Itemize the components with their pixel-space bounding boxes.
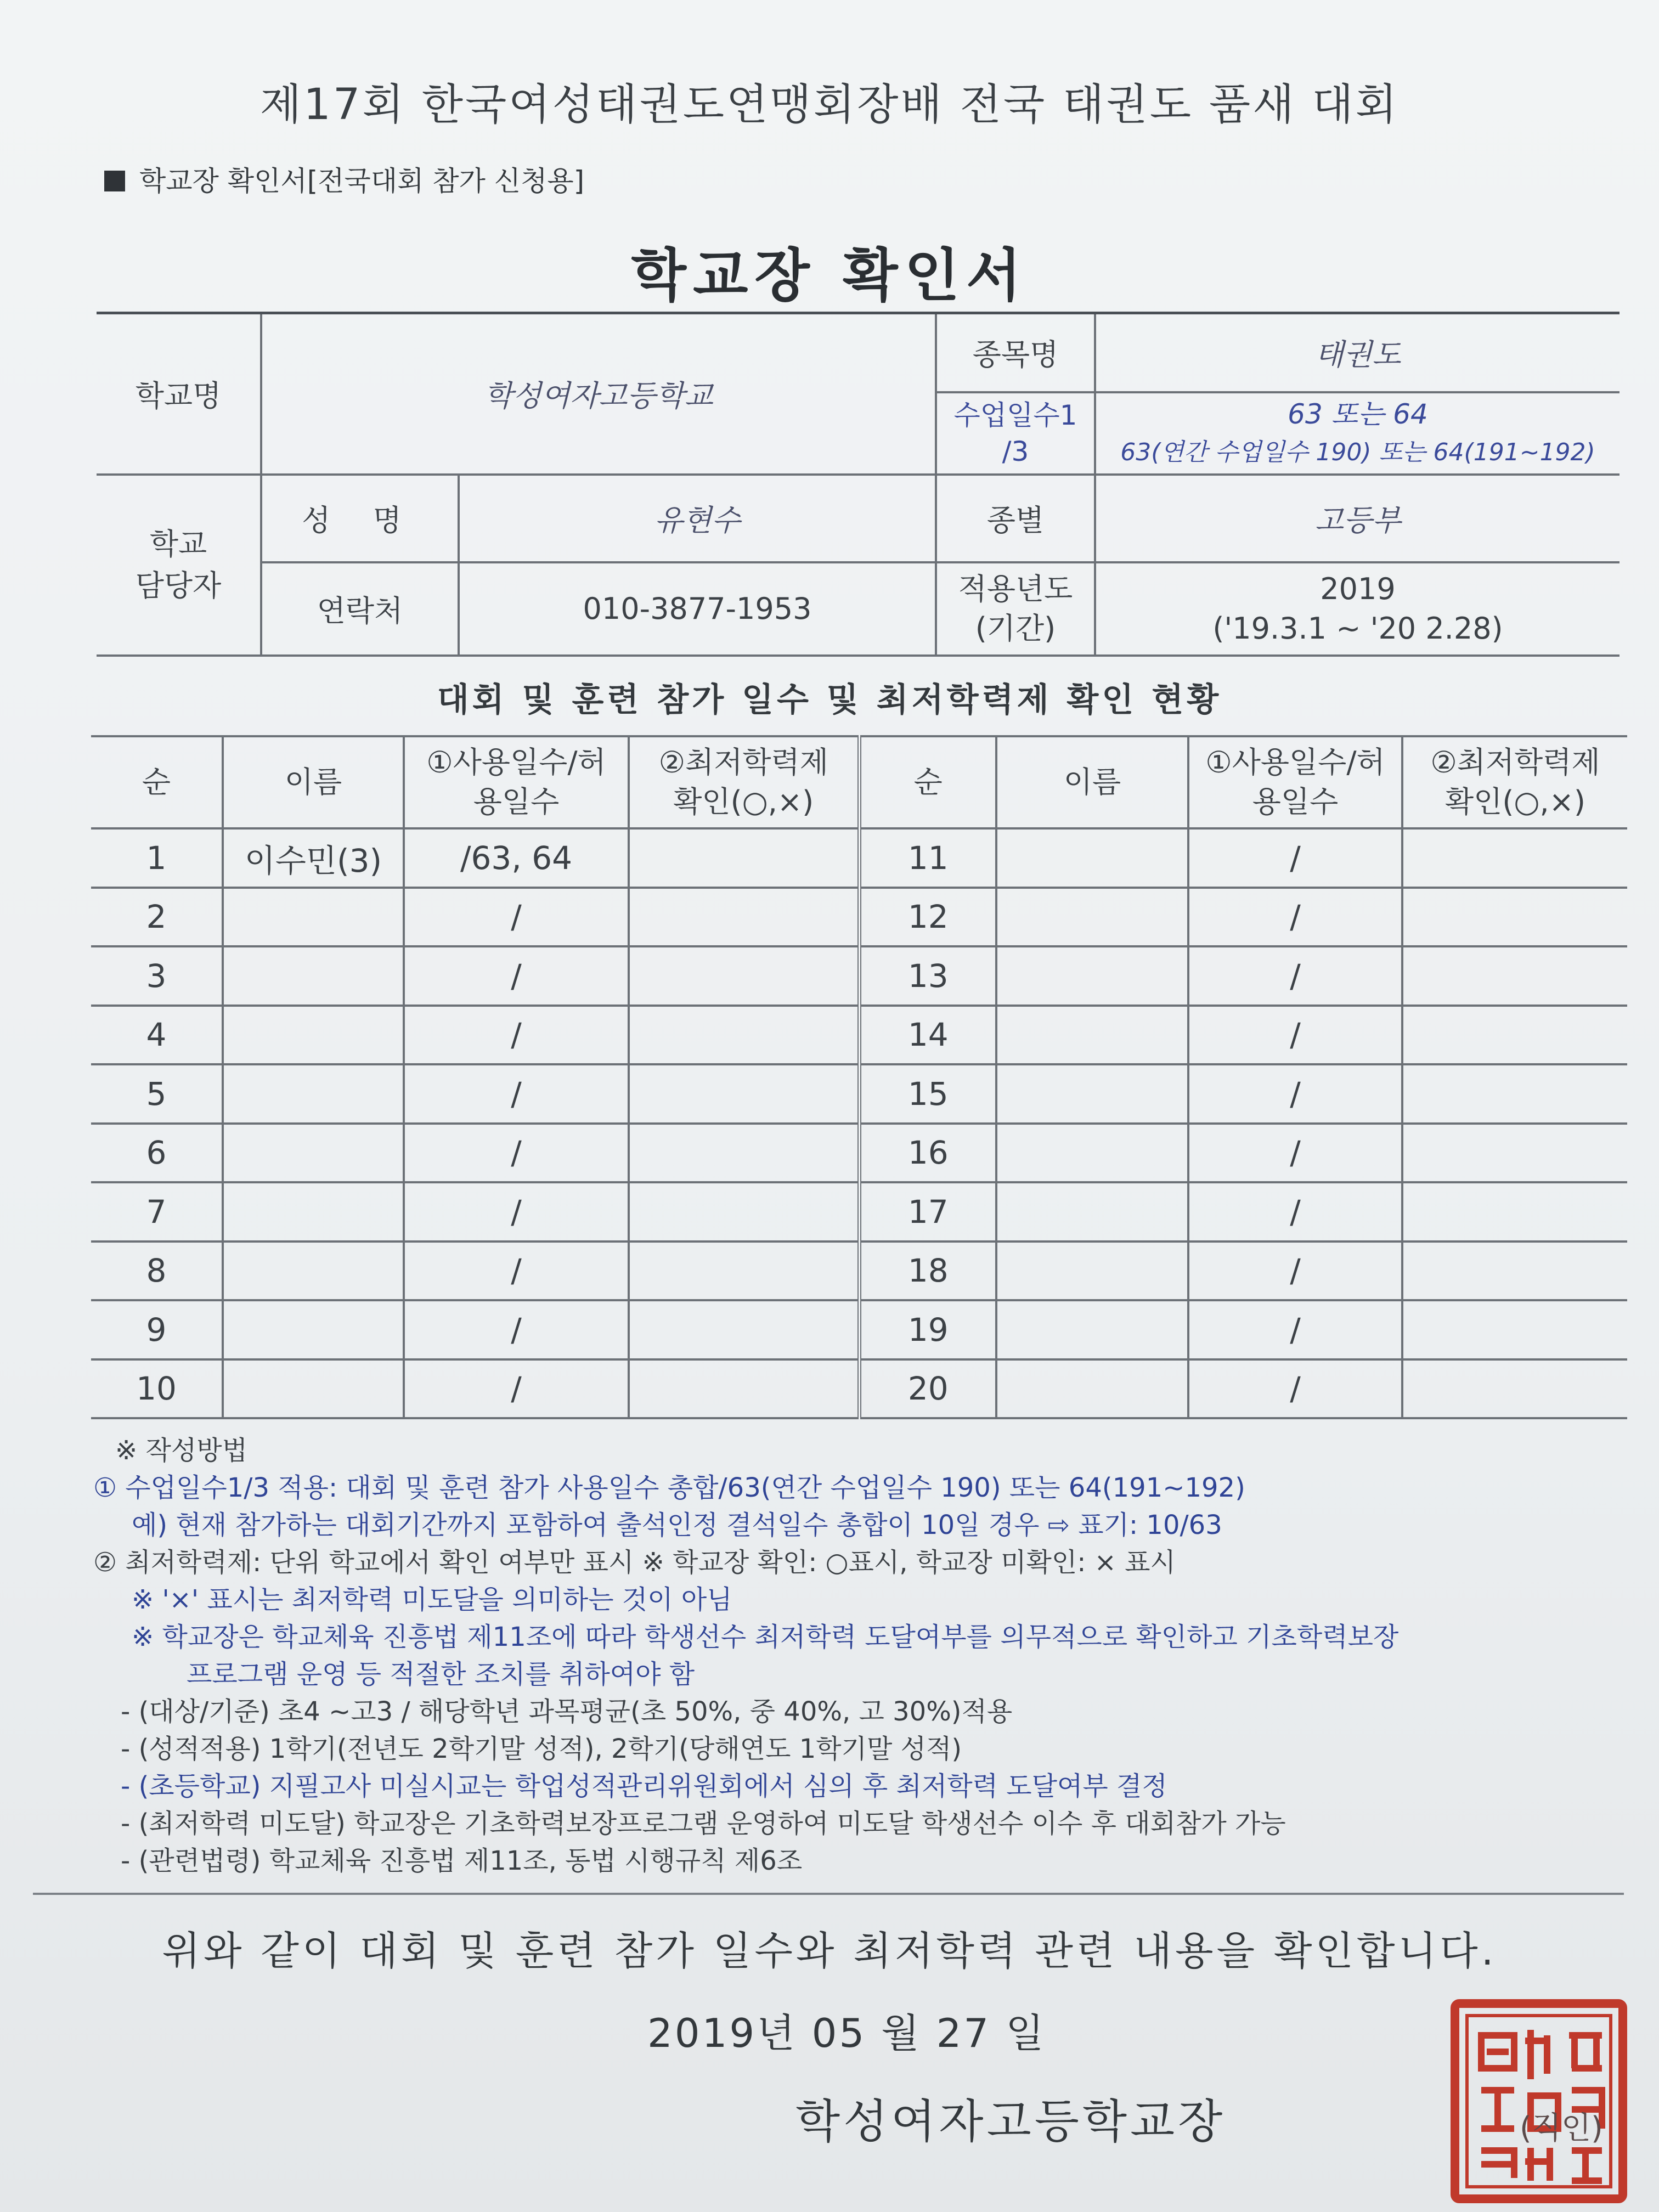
row-name-left — [223, 1182, 404, 1242]
table-row — [91, 828, 1627, 888]
note-line: - (대상/기준) 초4 ~고3 / 해당학년 과목평균(초 50%, 중 40%, 고 30%)적용 — [121, 1696, 1013, 1727]
row-check-left — [629, 1300, 859, 1359]
row-no-right: 19 — [859, 1300, 996, 1359]
info-table — [97, 312, 1620, 657]
name-label: 성 명 — [261, 475, 459, 562]
manager-label-line-2: 담당자 — [135, 568, 222, 603]
header-min-right — [1402, 736, 1627, 828]
row-check-left — [629, 1064, 859, 1124]
class-days-label-line-2: /3 — [1002, 435, 1029, 467]
contact-label: 연락처 — [261, 562, 459, 656]
row-check-left — [629, 1242, 859, 1301]
class-days-note: 63(연간 수업일수 190) 또는 64(191~192) — [1120, 438, 1595, 466]
row-name-left — [223, 946, 404, 1006]
name-value: 유현수 — [459, 475, 936, 562]
school-name-label: 학교명 — [97, 313, 261, 475]
year-main: 2019 — [1320, 571, 1396, 606]
sport-label: 종목명 — [936, 313, 1095, 392]
header-min-left — [629, 736, 859, 828]
table-row — [91, 1242, 1627, 1301]
class-days-value — [1095, 392, 1620, 475]
row-days-left: / — [404, 1359, 629, 1419]
category-value: 고등부 — [1095, 475, 1620, 562]
row-days-left: / — [404, 1182, 629, 1242]
header-days-left-2: 용일수 — [473, 785, 560, 819]
row-name-right — [996, 1182, 1188, 1242]
row-days-right: / — [1188, 888, 1402, 947]
signature-date: 2019년 05 월 27 일 — [647, 2010, 1046, 2056]
note-line: 프로그램 운영 등 적절한 조치를 취하여야 함 — [187, 1659, 695, 1690]
row-check-left — [629, 1006, 859, 1065]
row-name-right — [996, 1359, 1188, 1419]
year-value — [1095, 562, 1620, 656]
table-row — [91, 888, 1627, 947]
header-name-left: 이름 — [223, 736, 404, 828]
note-line: 예) 현재 참가하는 대회기간까지 포함하여 출석인정 결석일수 총합이 10일 경우 ⇨ 표기: 10/63 — [132, 1510, 1222, 1541]
row-days-right: / — [1188, 1182, 1402, 1242]
row-no-left: 10 — [91, 1359, 223, 1419]
row-name-right — [996, 1124, 1188, 1183]
table-row — [91, 1359, 1627, 1419]
note-line: - (성적적용) 1학기(전년도 2학기말 성적), 2학기(당해연도 1학기말 성적) — [121, 1734, 962, 1764]
row-name-left — [223, 1242, 404, 1301]
note-line: ※ 학교장은 학교체육 진흥법 제11조에 따라 학생선수 최저학력 도달여부를 의무적으로 확인하고 기초학력보장 — [132, 1622, 1399, 1652]
row-days-right: / — [1188, 946, 1402, 1006]
row-name-right — [996, 946, 1188, 1006]
row-check-left — [629, 946, 859, 1006]
row-check-right — [1402, 1006, 1627, 1065]
row-no-right: 18 — [859, 1242, 996, 1301]
manager-label-line-1: 학교 — [149, 526, 207, 561]
row-check-right — [1402, 1359, 1627, 1419]
row-days-right: / — [1188, 1124, 1402, 1183]
row-no-right: 17 — [859, 1182, 996, 1242]
row-days-right: / — [1188, 1242, 1402, 1301]
row-name-left — [223, 1124, 404, 1183]
row-no-right: 14 — [859, 1006, 996, 1065]
document-title: 학교장 확인서 — [631, 242, 1028, 309]
header-days-right-2: 용일수 — [1252, 785, 1339, 819]
row-no-left: 5 — [91, 1064, 223, 1124]
row-check-right — [1402, 1182, 1627, 1242]
row-no-right: 16 — [859, 1124, 996, 1183]
form-label — [104, 159, 584, 199]
class-days-main: 63 또는 64 — [1288, 398, 1428, 430]
row-check-left — [629, 1182, 859, 1242]
table-row — [91, 946, 1627, 1006]
attendance-section-title: 대회 및 훈련 참가 일수 및 최저학력제 확인 현황 — [437, 681, 1222, 719]
row-check-right — [1402, 888, 1627, 947]
table-row — [91, 1006, 1627, 1065]
square-bullet-icon — [104, 171, 125, 191]
row-no-left: 8 — [91, 1242, 223, 1301]
row-name-right — [996, 888, 1188, 947]
row-name-left — [223, 1064, 404, 1124]
table-row — [91, 1300, 1627, 1359]
row-days-left: / — [404, 888, 629, 947]
row-no-left: 4 — [91, 1006, 223, 1065]
row-days-left: / — [404, 1242, 629, 1301]
year-period: ('19.3.1 ~ '20 2.28) — [1212, 611, 1503, 646]
row-days-left: / — [404, 1006, 629, 1065]
row-days-left: / — [404, 1300, 629, 1359]
row-name-left — [223, 1006, 404, 1065]
note-line: - (최저학력 미도달) 학교장은 기초학력보장프로그램 운영하여 미도달 학생선수 이수 후 대회참가 가능 — [121, 1808, 1286, 1839]
row-no-left: 1 — [91, 828, 223, 888]
row-check-right — [1402, 1124, 1627, 1183]
header-days-left-1: ①사용일수/허 — [426, 745, 606, 780]
row-no-left: 9 — [91, 1300, 223, 1359]
row-no-right: 20 — [859, 1359, 996, 1419]
table-row — [91, 1182, 1627, 1242]
school-name-value: 학성여자고등학교 — [261, 313, 936, 475]
divider — [33, 1893, 1624, 1895]
row-days-left: / — [404, 1064, 629, 1124]
row-name-right — [996, 1300, 1188, 1359]
note-line: ※ '×' 표시는 최저학력 미도달을 의미하는 것이 아님 — [132, 1584, 732, 1615]
row-days-left: / — [404, 946, 629, 1006]
row-name-right — [996, 1006, 1188, 1065]
sport-value: 태권도 — [1095, 313, 1620, 392]
note-line: - (관련법령) 학교체육 진흥법 제11조, 동법 시행규칙 제6조 — [121, 1846, 803, 1876]
header-no-right: 순 — [859, 736, 996, 828]
row-name-right — [996, 1064, 1188, 1124]
category-label: 종별 — [936, 475, 1095, 562]
row-name-left — [223, 1359, 404, 1419]
manager-label — [97, 475, 261, 656]
row-check-left — [629, 1124, 859, 1183]
header-days-right — [1188, 736, 1402, 828]
row-no-left: 6 — [91, 1124, 223, 1183]
notes-heading: ※ 작성방법 — [115, 1435, 247, 1466]
row-no-right: 15 — [859, 1064, 996, 1124]
row-days-right: / — [1188, 1300, 1402, 1359]
header-days-left — [404, 736, 629, 828]
table-row — [91, 1064, 1627, 1124]
row-name-left — [223, 1300, 404, 1359]
header-days-right-1: ①사용일수/허 — [1205, 745, 1385, 780]
header-min-right-2: 확인(○,×) — [1445, 785, 1585, 819]
header-min-left-1: ②최저학력제 — [658, 745, 828, 780]
row-check-left — [629, 828, 859, 888]
class-days-label — [936, 392, 1095, 475]
row-days-left: /63, 64 — [404, 828, 629, 888]
event-title: 제17회 한국여성태권도연맹회장배 전국 태권도 품새 대회 — [259, 80, 1400, 129]
year-label — [936, 562, 1095, 656]
row-days-left: / — [404, 1124, 629, 1183]
attendance-table — [91, 735, 1627, 1419]
header-no-left: 순 — [91, 736, 223, 828]
row-name-left — [223, 888, 404, 947]
row-days-right: / — [1188, 1359, 1402, 1419]
row-check-left — [629, 888, 859, 947]
row-no-right: 12 — [859, 888, 996, 947]
class-days-label-line-1: 수업일수1 — [953, 399, 1077, 431]
note-line: - (초등학교) 지필고사 미실시교는 학업성적관리위원회에서 심의 후 최저학력 도달여부 결정 — [121, 1771, 1167, 1802]
row-no-left: 3 — [91, 946, 223, 1006]
contact-value: 010-3877-1953 — [459, 562, 936, 656]
year-label-line-2: (기간) — [975, 611, 1056, 646]
row-no-right: 11 — [859, 828, 996, 888]
instructions — [93, 1432, 1640, 1880]
row-check-right — [1402, 946, 1627, 1006]
table-row — [91, 1124, 1627, 1183]
row-check-right — [1402, 1300, 1627, 1359]
row-name-right — [996, 1242, 1188, 1301]
school-principal: 학성여자고등학교장 — [795, 2095, 1226, 2148]
header-min-left-2: 확인(○,×) — [673, 785, 814, 819]
note-line: ① 수업일수1/3 적용: 대회 및 훈련 참가 사용일수 총합/63(연간 수업일수 190) 또는 64(191~192) — [93, 1472, 1245, 1503]
official-seal-icon — [1448, 1997, 1629, 2205]
row-no-right: 13 — [859, 946, 996, 1006]
note-line: ② 최저학력제: 단위 학교에서 확인 여부만 표시 ※ 학교장 확인: ○표시, 학교장 미확인: × 표시 — [93, 1547, 1176, 1578]
row-days-right: / — [1188, 828, 1402, 888]
row-no-left: 7 — [91, 1182, 223, 1242]
header-name-right: 이름 — [996, 736, 1188, 828]
form-label-text: 학교장 확인서[전국대회 참가 신청용] — [139, 165, 585, 197]
row-name-right — [996, 828, 1188, 888]
year-label-line-1: 적용년도 — [958, 571, 1073, 606]
row-check-left — [629, 1359, 859, 1419]
header-min-right-1: ②최저학력제 — [1430, 745, 1600, 780]
seal-label: (직인) — [1520, 2111, 1603, 2146]
row-check-right — [1402, 1064, 1627, 1124]
row-days-right: / — [1188, 1064, 1402, 1124]
confirmation-text: 위와 같이 대회 및 훈련 참가 일수와 최저학력 관련 내용을 확인합니다. — [162, 1928, 1497, 1974]
row-days-right: / — [1188, 1006, 1402, 1065]
row-check-right — [1402, 828, 1627, 888]
row-no-left: 2 — [91, 888, 223, 947]
row-check-right — [1402, 1242, 1627, 1301]
attendance-rows — [91, 828, 1627, 1418]
row-name-left: 이수민(3) — [223, 828, 404, 888]
